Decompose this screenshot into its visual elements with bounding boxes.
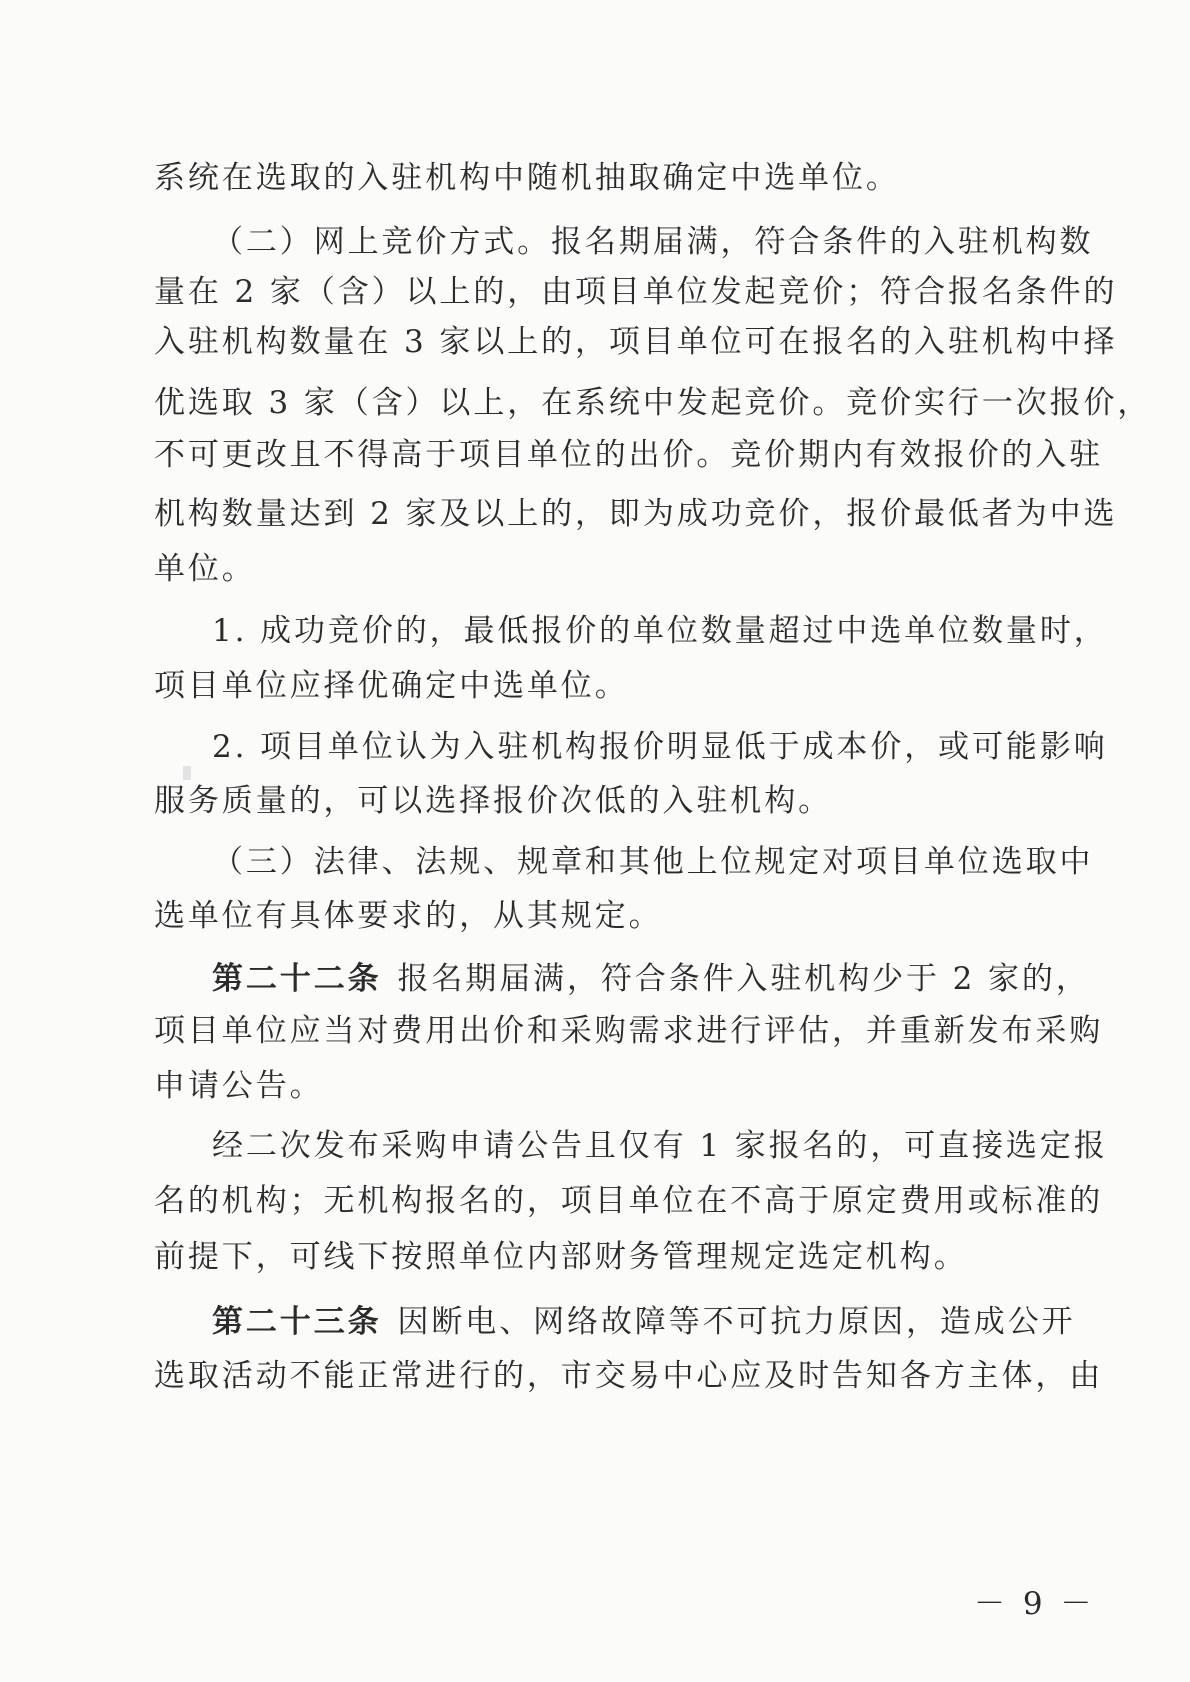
article-23-line [212,1302,1076,1342]
text-line: 经二次发布采购申请公告且仅有 1 家报名的，可直接选定报 [212,1128,1108,1164]
text-line: 选取活动不能正常进行的，市交易中心应及时告知各方主体，由 [154,1358,1104,1394]
text-line: 因断电、网络故障等不可抗力原因，造成公开 [397,1304,1076,1340]
page-number: － 9 － [974,1586,1096,1622]
text-line: 2. 项目单位认为入驻机构报价明显低于成本价，或可能影响 [212,729,1108,765]
article-23-heading: 第二十三条 [212,1304,382,1340]
text-line: 机构数量达到 2 家及以上的，即为成功竞价，报价最低者为中选 [154,496,1118,532]
text-line: 名的机构；无机构报名的，项目单位在不高于原定费用或标准的 [154,1183,1104,1219]
article-22-heading: 第二十二条 [212,961,382,997]
text-line: （二）网上竞价方式。报名期届满，符合条件的入驻机构数 [212,224,1094,260]
scan-artifact [183,766,191,780]
text-line: 1. 成功竞价的，最低报价的单位数量超过中选单位数量时， [212,613,1108,649]
text-line: 选单位有具体要求的，从其规定。 [154,898,663,934]
text-line: 项目单位应择优确定中选单位。 [154,668,629,704]
text-line: 报名期届满，符合条件入驻机构少于 2 家的， [397,961,1090,997]
text-line: 服务质量的，可以选择报价次低的入驻机构。 [154,783,832,819]
text-line: （三）法律、法规、规章和其他上位规定对项目单位选取中 [212,844,1094,880]
text-line: 入驻机构数量在 3 家以上的，项目单位可在报名的入驻机构中择 [154,324,1118,360]
text-line: 系统在选取的入驻机构中随机抽取确定中选单位。 [154,160,900,196]
text-line: 项目单位应当对费用出价和采购需求进行评估，并重新发布采购 [154,1013,1104,1049]
text-line: 单位。 [154,551,256,587]
text-line: 不可更改且不得高于项目单位的出价。竞价期内有效报价的入驻 [154,437,1104,473]
text-line: 申请公告。 [154,1068,324,1104]
article-22-line [212,959,1090,999]
text-line: 优选取 3 家（含）以上，在系统中发起竞价。竞价实行一次报价， [154,385,1152,421]
text-line: 量在 2 家（含）以上的，由项目单位发起竞价；符合报名条件的 [154,274,1118,310]
text-line: 前提下，可线下按照单位内部财务管理规定选定机构。 [154,1239,968,1275]
